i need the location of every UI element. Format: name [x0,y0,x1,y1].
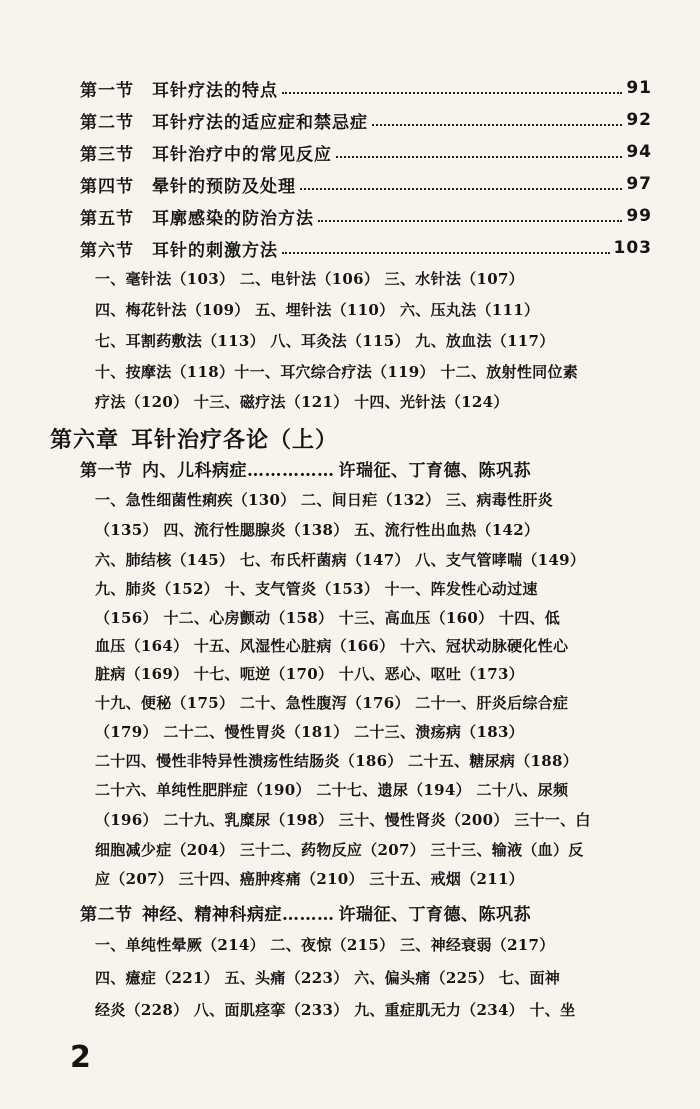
leader-dots [372,124,622,126]
subitem-line: 二十六、单纯性肥胖症（190） 二十七、遗尿（194） 二十八、尿频 [95,781,569,799]
subitem-line: 细胞减少症（204） 三十二、药物反应（207） 三十三、输液（血）反 [95,841,584,859]
subitem-line: （156） 十二、心房颤动（158） 十三、高血压（160） 十四、低 [95,609,561,627]
section-title: 耳针的刺激方法 [152,240,278,261]
chapter-number: 第六章 [50,428,120,453]
chapter-heading [50,423,338,454]
section-title: 内、儿科病症 [142,461,247,481]
toc-entry [80,140,652,164]
subitem-line: 七、耳割药敷法（113） 八、耳灸法（115） 九、放血法（117） [95,332,555,350]
subitem-line: 四、梅花针法（109） 五、埋针法（110） 六、压丸法（111） [95,301,540,319]
toc-entry [80,236,652,260]
subitem-line: 十、按摩法（118）十一、耳穴综合疗法（119） 十二、放射性同位素 [95,363,579,381]
subitem-line: （135） 四、流行性腮腺炎（138） 五、流行性出血热（142） [95,521,540,539]
leader-dots: ……… [282,905,335,925]
section-number: 第二节 [80,112,134,133]
section-title: 耳廓感染的防治方法 [152,208,314,229]
page-number: 2 [70,1040,91,1075]
section-number: 第一节 [80,80,134,101]
leader-dots [318,220,622,222]
subitem-line: 应（207） 三十四、癌肿疼痛（210） 三十五、戒烟（211） [95,870,524,888]
section-page: 97 [626,174,652,194]
subitem-line: （179） 二十二、慢性胃炎（181） 二十三、溃疡病（183） [95,723,524,741]
section-page: 91 [626,78,652,98]
section-authors: 许瑞征、丁育德、陈巩荪 [338,905,531,925]
section-number: 第五节 [80,208,134,229]
section-title: 耳针疗法的特点 [152,80,278,101]
subitem-line: 一、单纯性晕厥（214） 二、夜惊（215） 三、神经衰弱（217） [95,936,555,954]
section-page: 94 [626,142,652,162]
subitem-line: 四、癔症（221） 五、头痛（223） 六、偏头痛（225） 七、面神 [95,969,561,987]
section-title: 耳针疗法的适应症和禁忌症 [152,112,368,133]
subitem-line: 血压（164） 十五、风湿性心脏病（166） 十六、冠状动脉硬化性心 [95,637,569,655]
chapter-title: 耳针治疗各论（上） [131,428,339,453]
leader-dots [282,252,610,254]
subitem-line: 经炎（228） 八、面肌痉挛（233） 九、重症肌无力（234） 十、坐 [95,1001,576,1019]
subitem-line: 六、肺结核（145） 七、布氏杆菌病（147） 八、支气管哮喘（149） [95,551,586,569]
subitem-line: 十九、便秘（175） 二十、急性腹泻（176） 二十一、肝炎后综合症 [95,694,569,712]
section-authors: 许瑞征、丁育德、陈巩荪 [338,461,531,481]
toc-entry [80,204,652,228]
subitem-line: 脏病（169） 十七、呃逆（170） 十八、恶心、呕吐（173） [95,665,524,683]
toc-entry [80,108,652,132]
toc-entry [80,172,652,196]
subitem-line: 九、肺炎（152） 十、支气管炎（153） 十一、阵发性心动过速 [95,580,538,598]
leader-dots [300,188,622,190]
subitem-line: 一、急性细菌性痢疾（130） 二、间日疟（132） 三、病毒性肝炎 [95,491,553,509]
section-page: 92 [626,110,652,130]
section-page: 99 [626,206,652,226]
leader-dots [336,156,622,158]
section-title: 晕针的预防及处理 [152,176,296,197]
section-number: 第二节 [80,905,133,925]
chapter-section-heading [80,902,531,928]
section-number: 第三节 [80,144,134,165]
subitem-line: 二十四、慢性非特异性溃疡性结肠炎（186） 二十五、糖尿病（188） [95,752,579,770]
toc-entry [80,76,652,100]
section-number: 第六节 [80,240,134,261]
leader-dots: …………… [247,461,335,481]
chapter-section-heading [80,458,531,484]
section-number: 第一节 [80,461,133,481]
subitem-line: 一、毫针法（103） 二、电针法（106） 三、水针法（107） [95,270,524,288]
section-page: 103 [613,238,652,258]
section-title: 耳针治疗中的常见反应 [152,144,332,165]
subitem-line: 疗法（120） 十三、磁疗法（121） 十四、光针法（124） [95,393,509,411]
section-title: 神经、精神科病症 [142,905,282,925]
leader-dots [282,92,622,94]
subitem-line: （196） 二十九、乳糜尿（198） 三十、慢性肾炎（200） 三十一、白 [95,811,591,829]
section-number: 第四节 [80,176,134,197]
